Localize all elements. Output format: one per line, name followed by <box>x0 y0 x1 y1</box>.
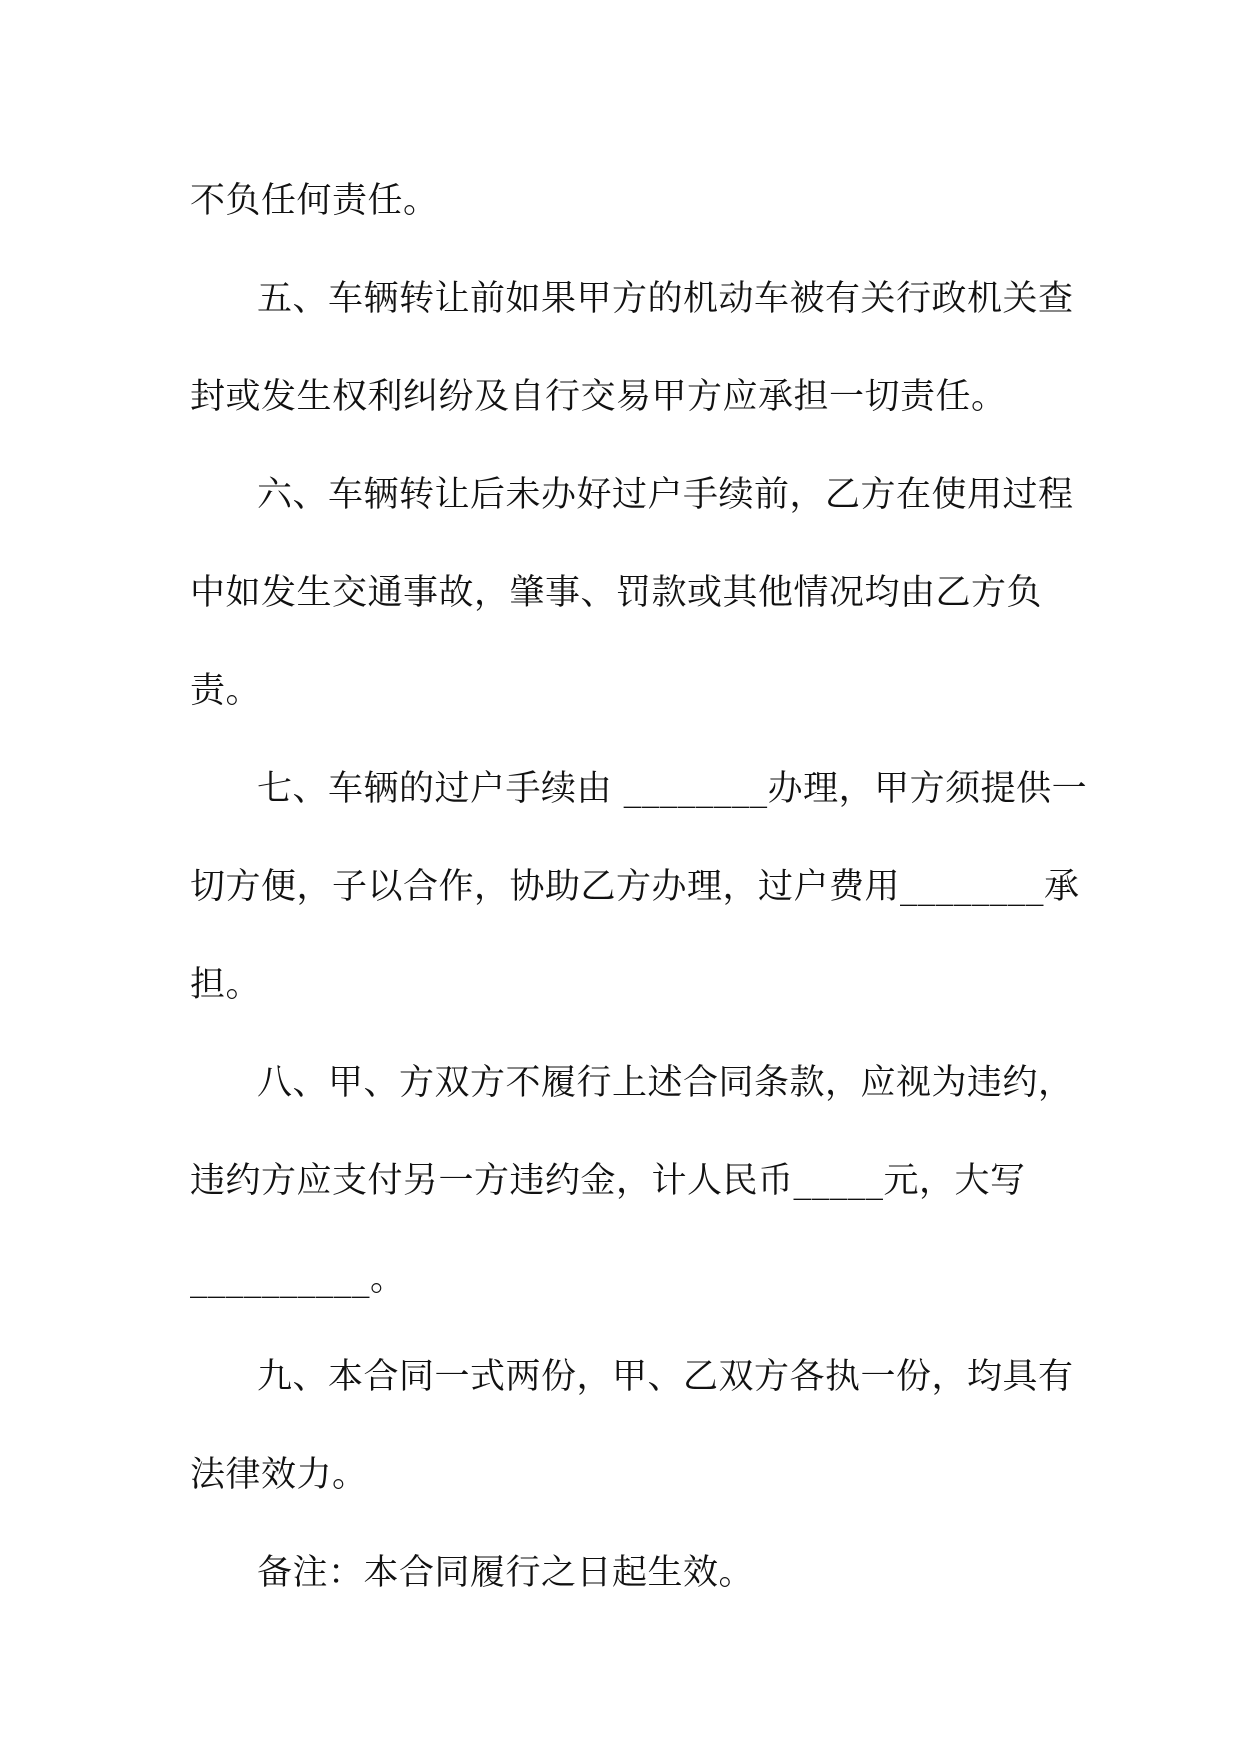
clause-9-line-2: 法律效力。 <box>190 1455 368 1495</box>
clause-5-line-2: 封或发生权利纠纷及自行交易甲方应承担一切责任。 <box>190 377 1007 417</box>
clause-6-line-2: 中如发生交通事故，肇事、罚款或其他情况均由乙方负 <box>190 573 1043 613</box>
remarks-line: 备注：本合同履行之日起生效。 <box>257 1553 755 1593</box>
clause-9-line-1: 九、本合同一式两份，甲、乙双方各执一份，均具有 <box>257 1357 1074 1397</box>
clause-5-line-1: 五、车辆转让前如果甲方的机动车被有关行政机关查 <box>257 279 1074 319</box>
clause-6-line-3: 责。 <box>190 671 262 711</box>
clause-6-line-1: 六、车辆转让后未办好过户手续前，乙方在使用过程 <box>257 475 1074 515</box>
clause-7-line-1: 七、车辆的过户手续由 ________办理，甲方须提供一 <box>257 769 1088 809</box>
clause-7-line-2: 切方便，子以合作，协助乙方办理，过户费用________承 <box>190 867 1080 907</box>
clause-8-line-3: __________。 <box>190 1259 406 1299</box>
clause-8-line-2: 违约方应支付另一方违约金，计人民币_____元，大写 <box>190 1161 1026 1201</box>
clause-4-continuation: 不负任何责任。 <box>190 181 439 221</box>
clause-8-line-1: 八、甲、方双方不履行上述合同条款，应视为违约， <box>257 1063 1074 1103</box>
clause-7-line-3: 担。 <box>190 965 262 1005</box>
